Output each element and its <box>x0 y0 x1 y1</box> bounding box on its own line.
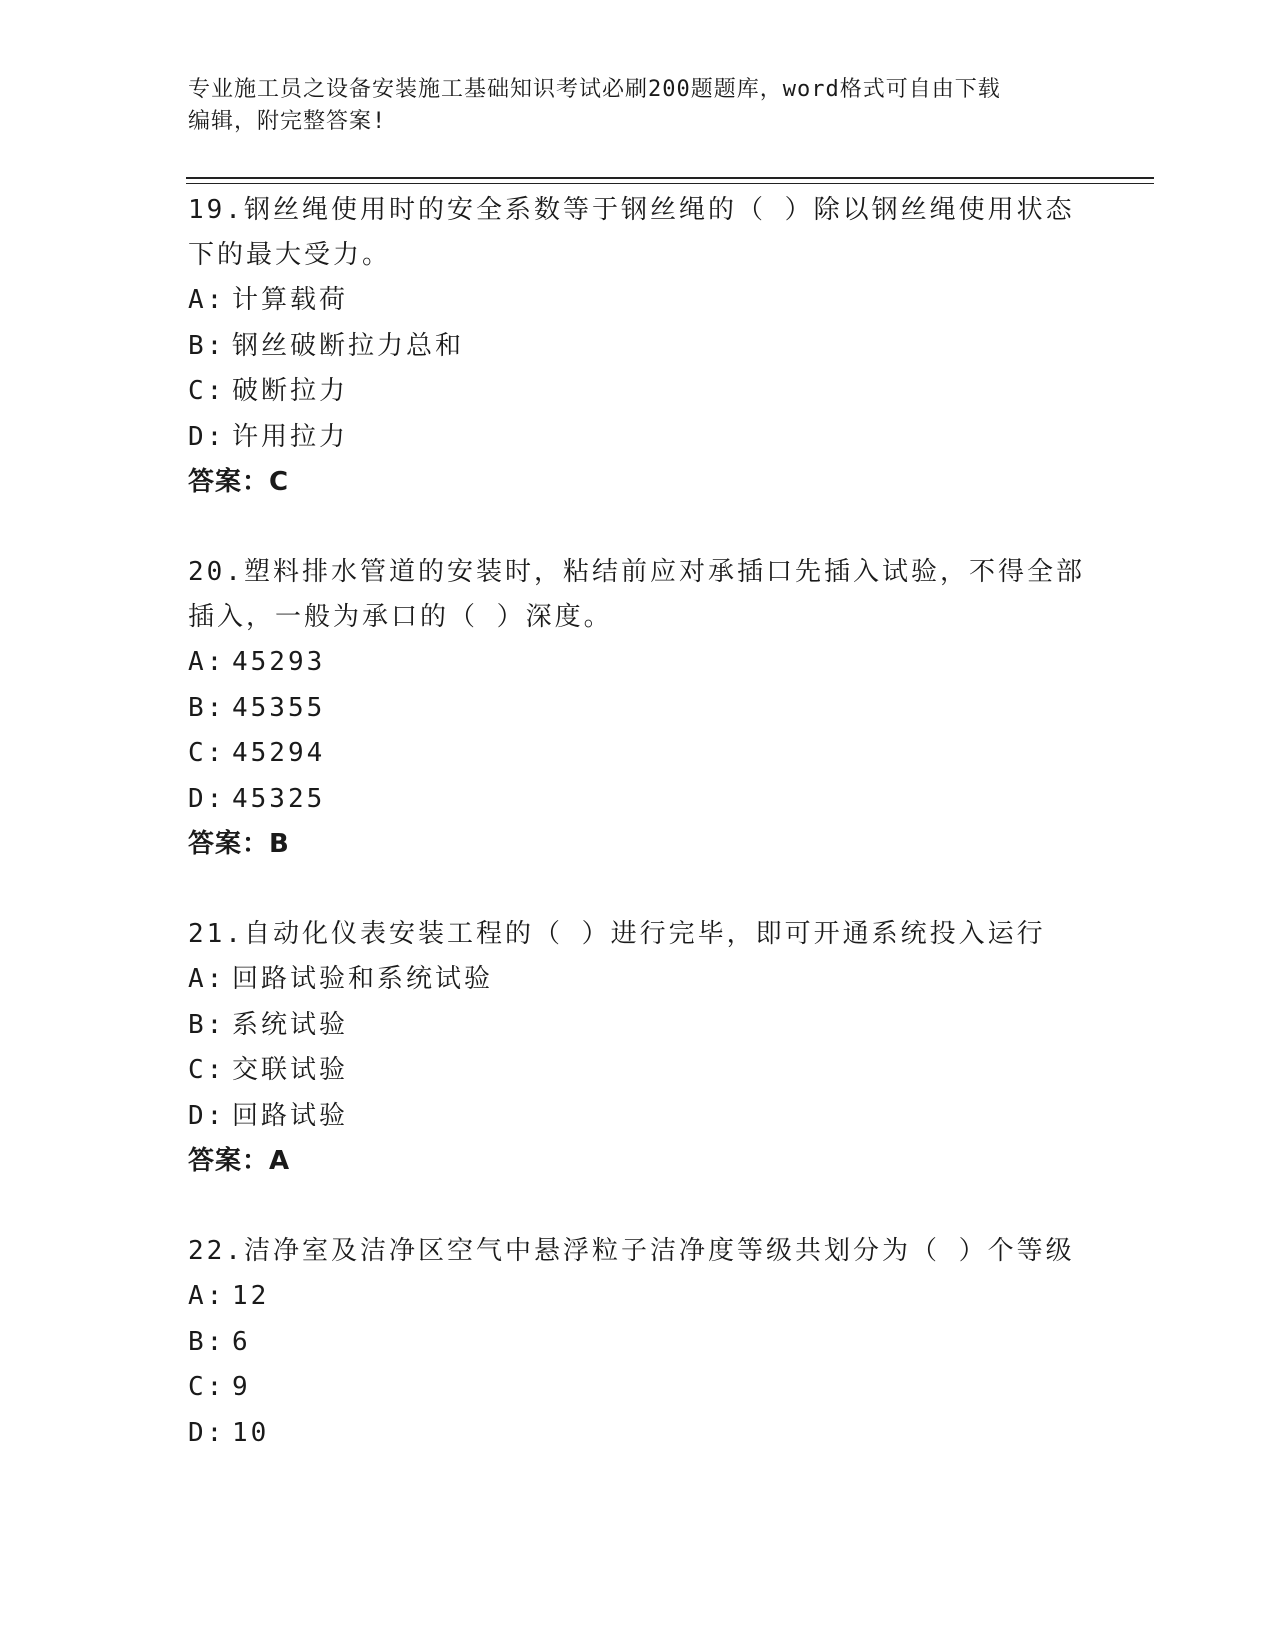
option-b <box>188 324 1088 370</box>
option-key: B: <box>188 1009 226 1040</box>
option-text: 回路试验和系统试验 <box>232 964 494 994</box>
option-text: 45355 <box>232 692 326 723</box>
answer-line: 答案：C <box>188 467 290 497</box>
header-line-2: 编辑，附完整答案! <box>188 109 387 134</box>
option-key: C: <box>188 1372 226 1402</box>
option-text: 45325 <box>232 783 326 814</box>
option-b <box>188 686 1088 732</box>
question-stem-line: 19.钢丝绳使用时的安全系数等于钢丝绳的（ ）除以钢丝绳使用状态 <box>188 195 1075 225</box>
answer-line: 答案：B <box>188 829 290 859</box>
option-a <box>188 640 1088 686</box>
question-stem-line: 21.自动化仪表安装工程的（ ）进行完毕，即可开通系统投入运行 <box>188 919 1046 949</box>
option-key: D: <box>188 1100 226 1131</box>
option-text: 45293 <box>232 647 326 677</box>
option-key: D: <box>188 421 226 452</box>
question-spacer <box>188 505 1088 550</box>
option-key: A: <box>188 285 226 315</box>
option-text: 6 <box>232 1326 251 1357</box>
option-text: 钢丝破断拉力总和 <box>232 330 465 361</box>
question-stem-line: 下的最大受力。 <box>188 240 392 270</box>
option-text: 系统试验 <box>232 1009 349 1040</box>
option-key: B: <box>188 692 226 723</box>
option-d <box>188 1411 1088 1457</box>
option-key: D: <box>188 783 226 814</box>
option-key: A: <box>188 1281 226 1311</box>
header-line-1: 专业施工员之设备安装施工基础知识考试必刷200题题库，word格式可自由下载 <box>188 77 1001 102</box>
option-d <box>188 1094 1088 1140</box>
question-stem <box>188 188 1088 278</box>
question-22 <box>188 1229 1088 1456</box>
option-key: A: <box>188 647 226 677</box>
question-21 <box>188 912 1088 1184</box>
option-key: B: <box>188 330 226 361</box>
question-stem <box>188 550 1088 640</box>
option-c <box>188 369 1088 415</box>
option-key: A: <box>188 964 226 994</box>
option-text: 许用拉力 <box>232 421 349 452</box>
question-spacer <box>188 867 1088 912</box>
option-b <box>188 1320 1088 1366</box>
option-d <box>188 415 1088 461</box>
header-divider-thin <box>186 183 1154 184</box>
option-key: D: <box>188 1417 226 1448</box>
option-key: C: <box>188 1055 226 1085</box>
question-stem-line: 20.塑料排水管道的安装时，粘结前应对承插口先插入试验，不得全部 <box>188 557 1085 587</box>
option-text: 10 <box>232 1417 270 1448</box>
question-spacer <box>188 1184 1088 1229</box>
question-list <box>188 188 1088 1456</box>
option-text: 回路试验 <box>232 1100 349 1131</box>
document-header <box>188 74 1088 138</box>
question-stem <box>188 1229 1088 1274</box>
option-text: 9 <box>232 1372 251 1402</box>
header-divider-thick <box>186 177 1154 179</box>
option-text: 交联试验 <box>232 1055 349 1085</box>
option-a <box>188 1274 1088 1320</box>
option-c <box>188 1048 1088 1094</box>
option-key: C: <box>188 376 226 406</box>
option-c <box>188 1365 1088 1411</box>
question-stem <box>188 912 1088 957</box>
option-a <box>188 957 1088 1003</box>
question-stem-line: 22.洁净室及洁净区空气中悬浮粒子洁净度等级共划分为（ ）个等级 <box>188 1236 1075 1266</box>
option-key: C: <box>188 738 226 768</box>
option-d <box>188 777 1088 823</box>
option-c <box>188 731 1088 777</box>
option-text: 破断拉力 <box>232 376 349 406</box>
option-text: 45294 <box>232 738 326 768</box>
question-20 <box>188 550 1088 867</box>
option-text: 12 <box>232 1281 270 1311</box>
question-19 <box>188 188 1088 505</box>
answer-line: 答案：A <box>188 1146 291 1176</box>
option-text: 计算载荷 <box>232 285 349 315</box>
option-a <box>188 278 1088 324</box>
question-stem-line: 插入，一般为承口的（ ）深度。 <box>188 602 613 632</box>
option-key: B: <box>188 1326 226 1357</box>
option-b <box>188 1003 1088 1049</box>
